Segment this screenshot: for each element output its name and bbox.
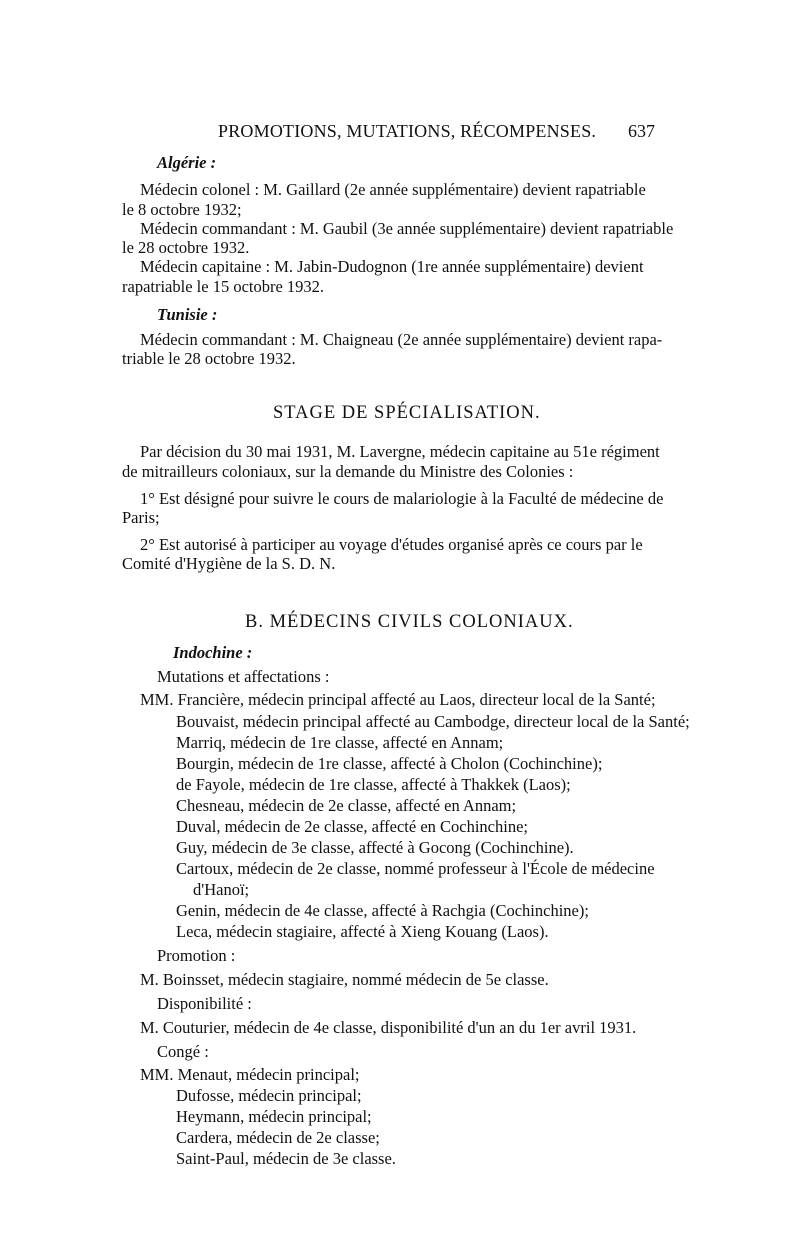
page-number: 637 xyxy=(628,121,655,141)
text-line: de mitrailleurs coloniaux, sur la demande du Ministre des Colonies : xyxy=(122,462,574,481)
subheading-conge: Congé : xyxy=(157,1042,209,1061)
text-line: Paris; xyxy=(122,508,160,527)
list-item: Bourgin, médecin de 1re classe, affecté à Cholon (Cochinchine); xyxy=(176,754,603,773)
list-item: Genin, médecin de 4e classe, affecté à Rachgia (Cochinchine); xyxy=(176,901,589,920)
list-item: de Fayole, médecin de 1re classe, affecté à Thakkek (Laos); xyxy=(176,775,571,794)
list-item: Bouvaist, médecin principal affecté au Cambodge, directeur local de la Santé; xyxy=(176,712,690,731)
list-item: Leca, médecin stagiaire, affecté à Xieng Kouang (Laos). xyxy=(176,922,549,941)
list-item: d'Hanoï; xyxy=(193,880,250,899)
text-line: 1° Est désigné pour suivre le cours de malariologie à la Faculté de médecine de xyxy=(140,489,664,508)
text-line: Par décision du 30 mai 1931, M. Lavergne, médecin capitaine au 51e régiment xyxy=(140,442,660,461)
text-line: 2° Est autorisé à participer au voyage d'études organisé après ce cours par le xyxy=(140,535,643,554)
text-line: Médecin commandant : M. Gaubil (3e année supplémentaire) devient rapatriable xyxy=(140,219,674,238)
text-line: le 28 octobre 1932. xyxy=(122,238,250,257)
text-line: M. Couturier, médecin de 4e classe, disponibilité d'un an du 1er avril 1931. xyxy=(140,1018,637,1037)
list-item: Heymann, médecin principal; xyxy=(176,1107,372,1126)
heading-indochine: Indochine : xyxy=(173,643,253,662)
list-item: Duval, médecin de 2e classe, affecté en Cochinchine; xyxy=(176,817,529,836)
running-header: PROMOTIONS, MUTATIONS, RÉCOMPENSES. xyxy=(218,121,597,141)
text-line: Comité d'Hygiène de la S. D. N. xyxy=(122,554,336,573)
list-item: Guy, médecin de 3e classe, affecté à Gocong (Cochinchine). xyxy=(176,838,574,857)
subheading-disponibilite: Disponibilité : xyxy=(157,994,252,1013)
heading-tunisie: Tunisie : xyxy=(157,305,218,324)
text-line: Médecin capitaine : M. Jabin-Dudognon (1re année supplémentaire) devient xyxy=(140,257,644,276)
text-line: M. Boinsset, médecin stagiaire, nommé médecin de 5e classe. xyxy=(140,970,549,989)
heading-algerie: Algérie : xyxy=(157,153,217,172)
list-item: Marriq, médecin de 1re classe, affecté en Annam; xyxy=(176,733,504,752)
list-item: MM. Francière, médecin principal affecté au Laos, directeur local de la Santé; xyxy=(140,690,656,709)
text-line: rapatriable le 15 octobre 1932. xyxy=(122,277,325,296)
list-item: Chesneau, médecin de 2e classe, affecté en Annam; xyxy=(176,796,517,815)
list-item: Dufosse, médecin principal; xyxy=(176,1086,362,1105)
text-line: triable le 28 octobre 1932. xyxy=(122,349,296,368)
section-title-b: B. MÉDECINS CIVILS COLONIAUX. xyxy=(245,612,574,632)
list-item: Cardera, médecin de 2e classe; xyxy=(176,1128,380,1147)
section-title-stage: STAGE DE SPÉCIALISATION. xyxy=(273,403,541,423)
list-item: Saint-Paul, médecin de 3e classe. xyxy=(176,1149,396,1168)
subheading-mutations: Mutations et affectations : xyxy=(157,667,330,686)
text-line: Médecin commandant : M. Chaigneau (2e année supplémentaire) devient rapa- xyxy=(140,330,663,349)
text-line: Médecin colonel : M. Gaillard (2e année supplémentaire) devient rapatriable xyxy=(140,180,646,199)
list-item: MM. Menaut, médecin principal; xyxy=(140,1065,360,1084)
list-item: Cartoux, médecin de 2e classe, nommé professeur à l'École de médecine xyxy=(176,859,655,878)
subheading-promotion: Promotion : xyxy=(157,946,236,965)
text-line: le 8 octobre 1932; xyxy=(122,200,242,219)
